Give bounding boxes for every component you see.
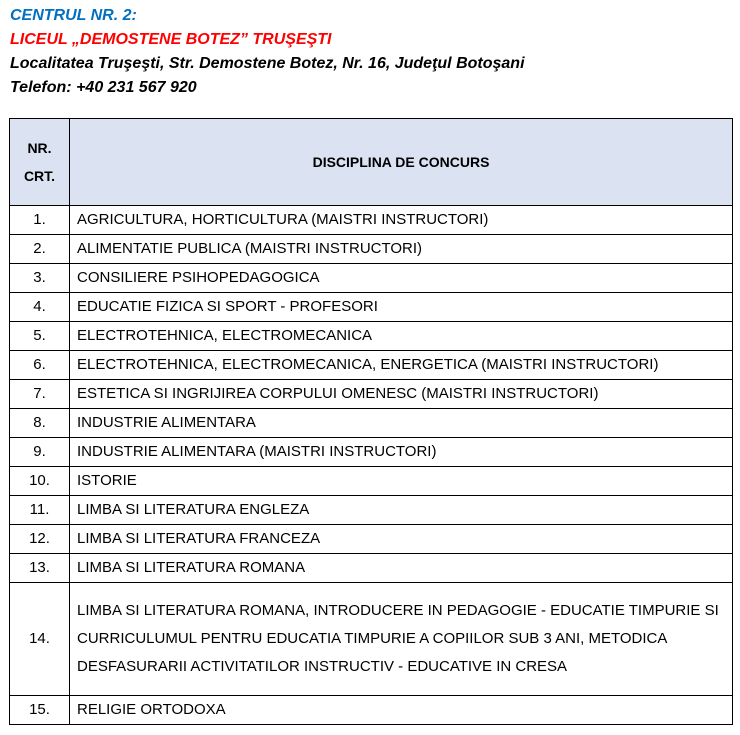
table-row xyxy=(10,467,733,496)
row-discipline: INDUSTRIE ALIMENTARA xyxy=(70,409,733,438)
row-number: 1. xyxy=(10,206,70,235)
table-header-row xyxy=(10,119,733,206)
row-discipline: LIMBA SI LITERATURA ROMANA xyxy=(70,554,733,583)
row-discipline: LIMBA SI LITERATURA ROMANA, INTRODUCERE IN PEDAGOGIE - EDUCATIE TIMPURIE SI CURRICULUMUL PENTRU EDUCATIA TIMPURIE A COPIILOR SUB 3 ANI, METODICA DESFASURARII ACTIVITATILOR INSTRUCTIV - EDUCATIVE IN CRESA xyxy=(70,583,733,696)
table-row xyxy=(10,293,733,322)
table-row xyxy=(10,409,733,438)
discipline-table xyxy=(9,118,733,725)
column-header-nr xyxy=(10,119,70,206)
row-number: 2. xyxy=(10,235,70,264)
table-row xyxy=(10,380,733,409)
school-address: Localitatea Truşeşti, Str. Demostene Botez, Nr. 16, Judeţul Botoşani xyxy=(10,55,525,72)
table-row xyxy=(10,525,733,554)
row-discipline: AGRICULTURA, HORTICULTURA (MAISTRI INSTRUCTORI) xyxy=(70,206,733,235)
centre-number: CENTRUL NR. 2: xyxy=(10,7,137,24)
row-number: 8. xyxy=(10,409,70,438)
row-number: 5. xyxy=(10,322,70,351)
column-header-nr-line1: NR. xyxy=(27,140,52,156)
table-row xyxy=(10,235,733,264)
row-number: 11. xyxy=(10,496,70,525)
table-row xyxy=(10,322,733,351)
row-discipline: ALIMENTATIE PUBLICA (MAISTRI INSTRUCTORI) xyxy=(70,235,733,264)
row-discipline: EDUCATIE FIZICA SI SPORT - PROFESORI xyxy=(70,293,733,322)
table-header xyxy=(10,119,733,206)
row-discipline: LIMBA SI LITERATURA ENGLEZA xyxy=(70,496,733,525)
table-row xyxy=(10,206,733,235)
table-row xyxy=(10,438,733,467)
row-discipline: ESTETICA SI INGRIJIREA CORPULUI OMENESC (MAISTRI INSTRUCTORI) xyxy=(70,380,733,409)
row-discipline: INDUSTRIE ALIMENTARA (MAISTRI INSTRUCTORI) xyxy=(70,438,733,467)
row-discipline: CONSILIERE PSIHOPEDAGOGICA xyxy=(70,264,733,293)
row-discipline: LIMBA SI LITERATURA FRANCEZA xyxy=(70,525,733,554)
row-number: 10. xyxy=(10,467,70,496)
table-row xyxy=(10,496,733,525)
school-phone: Telefon: +40 231 567 920 xyxy=(10,79,197,96)
row-number: 12. xyxy=(10,525,70,554)
table-row xyxy=(10,554,733,583)
column-header-nr-line2: CRT. xyxy=(23,168,56,184)
row-number: 14. xyxy=(10,583,70,696)
row-number: 4. xyxy=(10,293,70,322)
row-discipline: ELECTROTEHNICA, ELECTROMECANICA, ENERGETICA (MAISTRI INSTRUCTORI) xyxy=(70,351,733,380)
row-number: 13. xyxy=(10,554,70,583)
table-body xyxy=(10,206,733,725)
row-number: 3. xyxy=(10,264,70,293)
row-number: 9. xyxy=(10,438,70,467)
row-number: 15. xyxy=(10,696,70,725)
row-discipline: ELECTROTEHNICA, ELECTROMECANICA xyxy=(70,322,733,351)
table-row xyxy=(10,264,733,293)
table-row xyxy=(10,696,733,725)
row-number: 7. xyxy=(10,380,70,409)
row-number: 6. xyxy=(10,351,70,380)
table-row xyxy=(10,351,733,380)
column-header-discipline: DISCIPLINA DE CONCURS xyxy=(70,119,733,206)
row-discipline: RELIGIE ORTODOXA xyxy=(70,696,733,725)
table-row xyxy=(10,583,733,696)
row-discipline: ISTORIE xyxy=(70,467,733,496)
school-name: LICEUL „DEMOSTENE BOTEZ” TRUŞEŞTI xyxy=(10,31,332,48)
centre-header xyxy=(10,4,730,100)
